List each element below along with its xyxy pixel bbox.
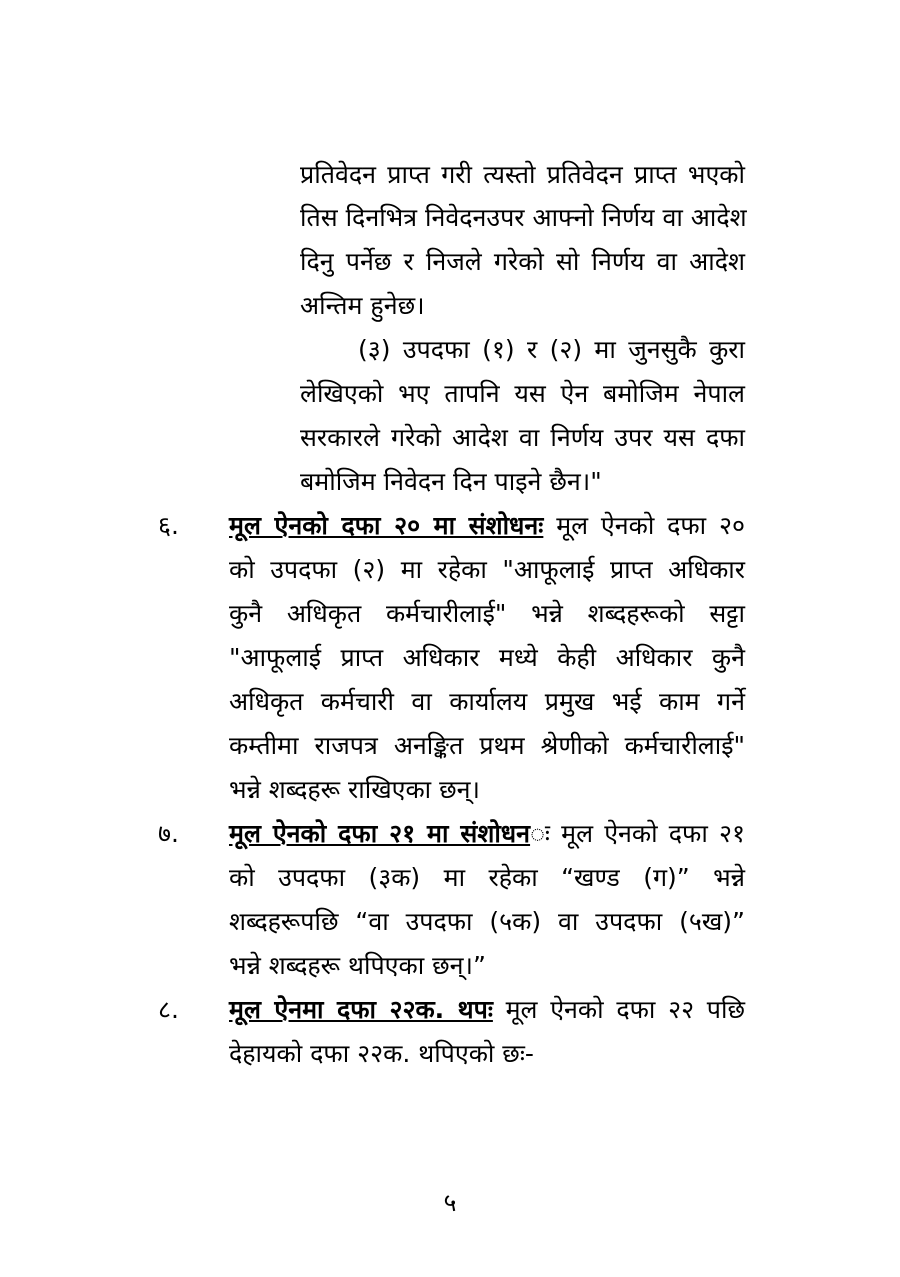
section-number: ८. xyxy=(158,995,179,1024)
quote-line-6: लेखिएको भए तापनि यस ऐन बमोजिम नेपाल xyxy=(300,379,745,408)
section-line: को उपदफा (२) मा रहेका "आफूलाई प्राप्त अधिकार xyxy=(229,555,745,584)
section-line: शब्दहरूपछि “वा उपदफा (५क) वा उपदफा (५ख)” xyxy=(229,907,745,936)
section-line: अधिकृत कर्मचारी वा कार्यालय प्रमुख भई काम गर्ने xyxy=(229,687,745,716)
quote-line-8: बमोजिम निवेदन दिन पाइने छैन।" xyxy=(300,467,602,496)
section-text: मूल ऐनको दफा २० xyxy=(543,511,745,540)
section-text: ः मूल ऐनको दफा २१ xyxy=(530,819,745,848)
section-line: को उपदफा (३क) मा रहेका “खण्ड (ग)” भन्ने xyxy=(229,863,745,892)
section-line: भन्ने शब्दहरू राखिएका छन्। xyxy=(229,775,480,804)
quote-line-1: प्रतिवेदन प्राप्त गरी त्यस्तो प्रतिवेदन प्राप्त भएको xyxy=(300,160,745,189)
section-number: ६. xyxy=(158,511,179,540)
section-number: ७. xyxy=(158,819,179,848)
section-7-first-line xyxy=(229,814,745,854)
quote-line-5: (३) उपदफा (१) र (२) मा जुनसुकै कुरा xyxy=(358,335,745,364)
section-line: कम्तीमा राजपत्र अनङ्कित प्रथम श्रेणीको कर्मचारीलाई" xyxy=(229,731,745,760)
quote-line-4: अन्तिम हुनेछ। xyxy=(300,291,425,320)
quote-line-7: सरकारले गरेको आदेश वा निर्णय उपर यस दफा xyxy=(300,423,745,452)
section-line: भन्ने शब्दहरू थपिएका छन्।” xyxy=(229,951,486,980)
section-heading: मूल ऐनको दफा २१ मा संशोधन xyxy=(229,819,531,848)
quote-line-2: तिस दिनभित्र निवेदनउपर आफ्नो निर्णय वा आदेश xyxy=(300,203,747,232)
section-line: "आफूलाई प्राप्त अधिकार मध्ये केही अधिकार कुनै xyxy=(229,643,745,672)
section-text: मूल ऐनको दफा २२ पछि xyxy=(492,995,745,1024)
quote-line-3: दिनु पर्नेछ र निजले गरेको सो निर्णय वा आदेश xyxy=(300,247,745,276)
section-heading: मूल ऐनमा दफा २२क. थपः xyxy=(229,995,493,1024)
page-number: ५ xyxy=(443,1188,457,1217)
section-8-first-line xyxy=(229,990,745,1030)
section-line: कुनै अधिकृत कर्मचारीलाई" भन्ने शब्दहरूको सट्टा xyxy=(229,599,745,628)
section-line: देहायको दफा २२क. थपिएको छः- xyxy=(229,1039,534,1068)
section-6-first-line xyxy=(229,506,745,546)
section-heading: मूल ऐनको दफा २० मा संशोधनः xyxy=(229,511,544,540)
